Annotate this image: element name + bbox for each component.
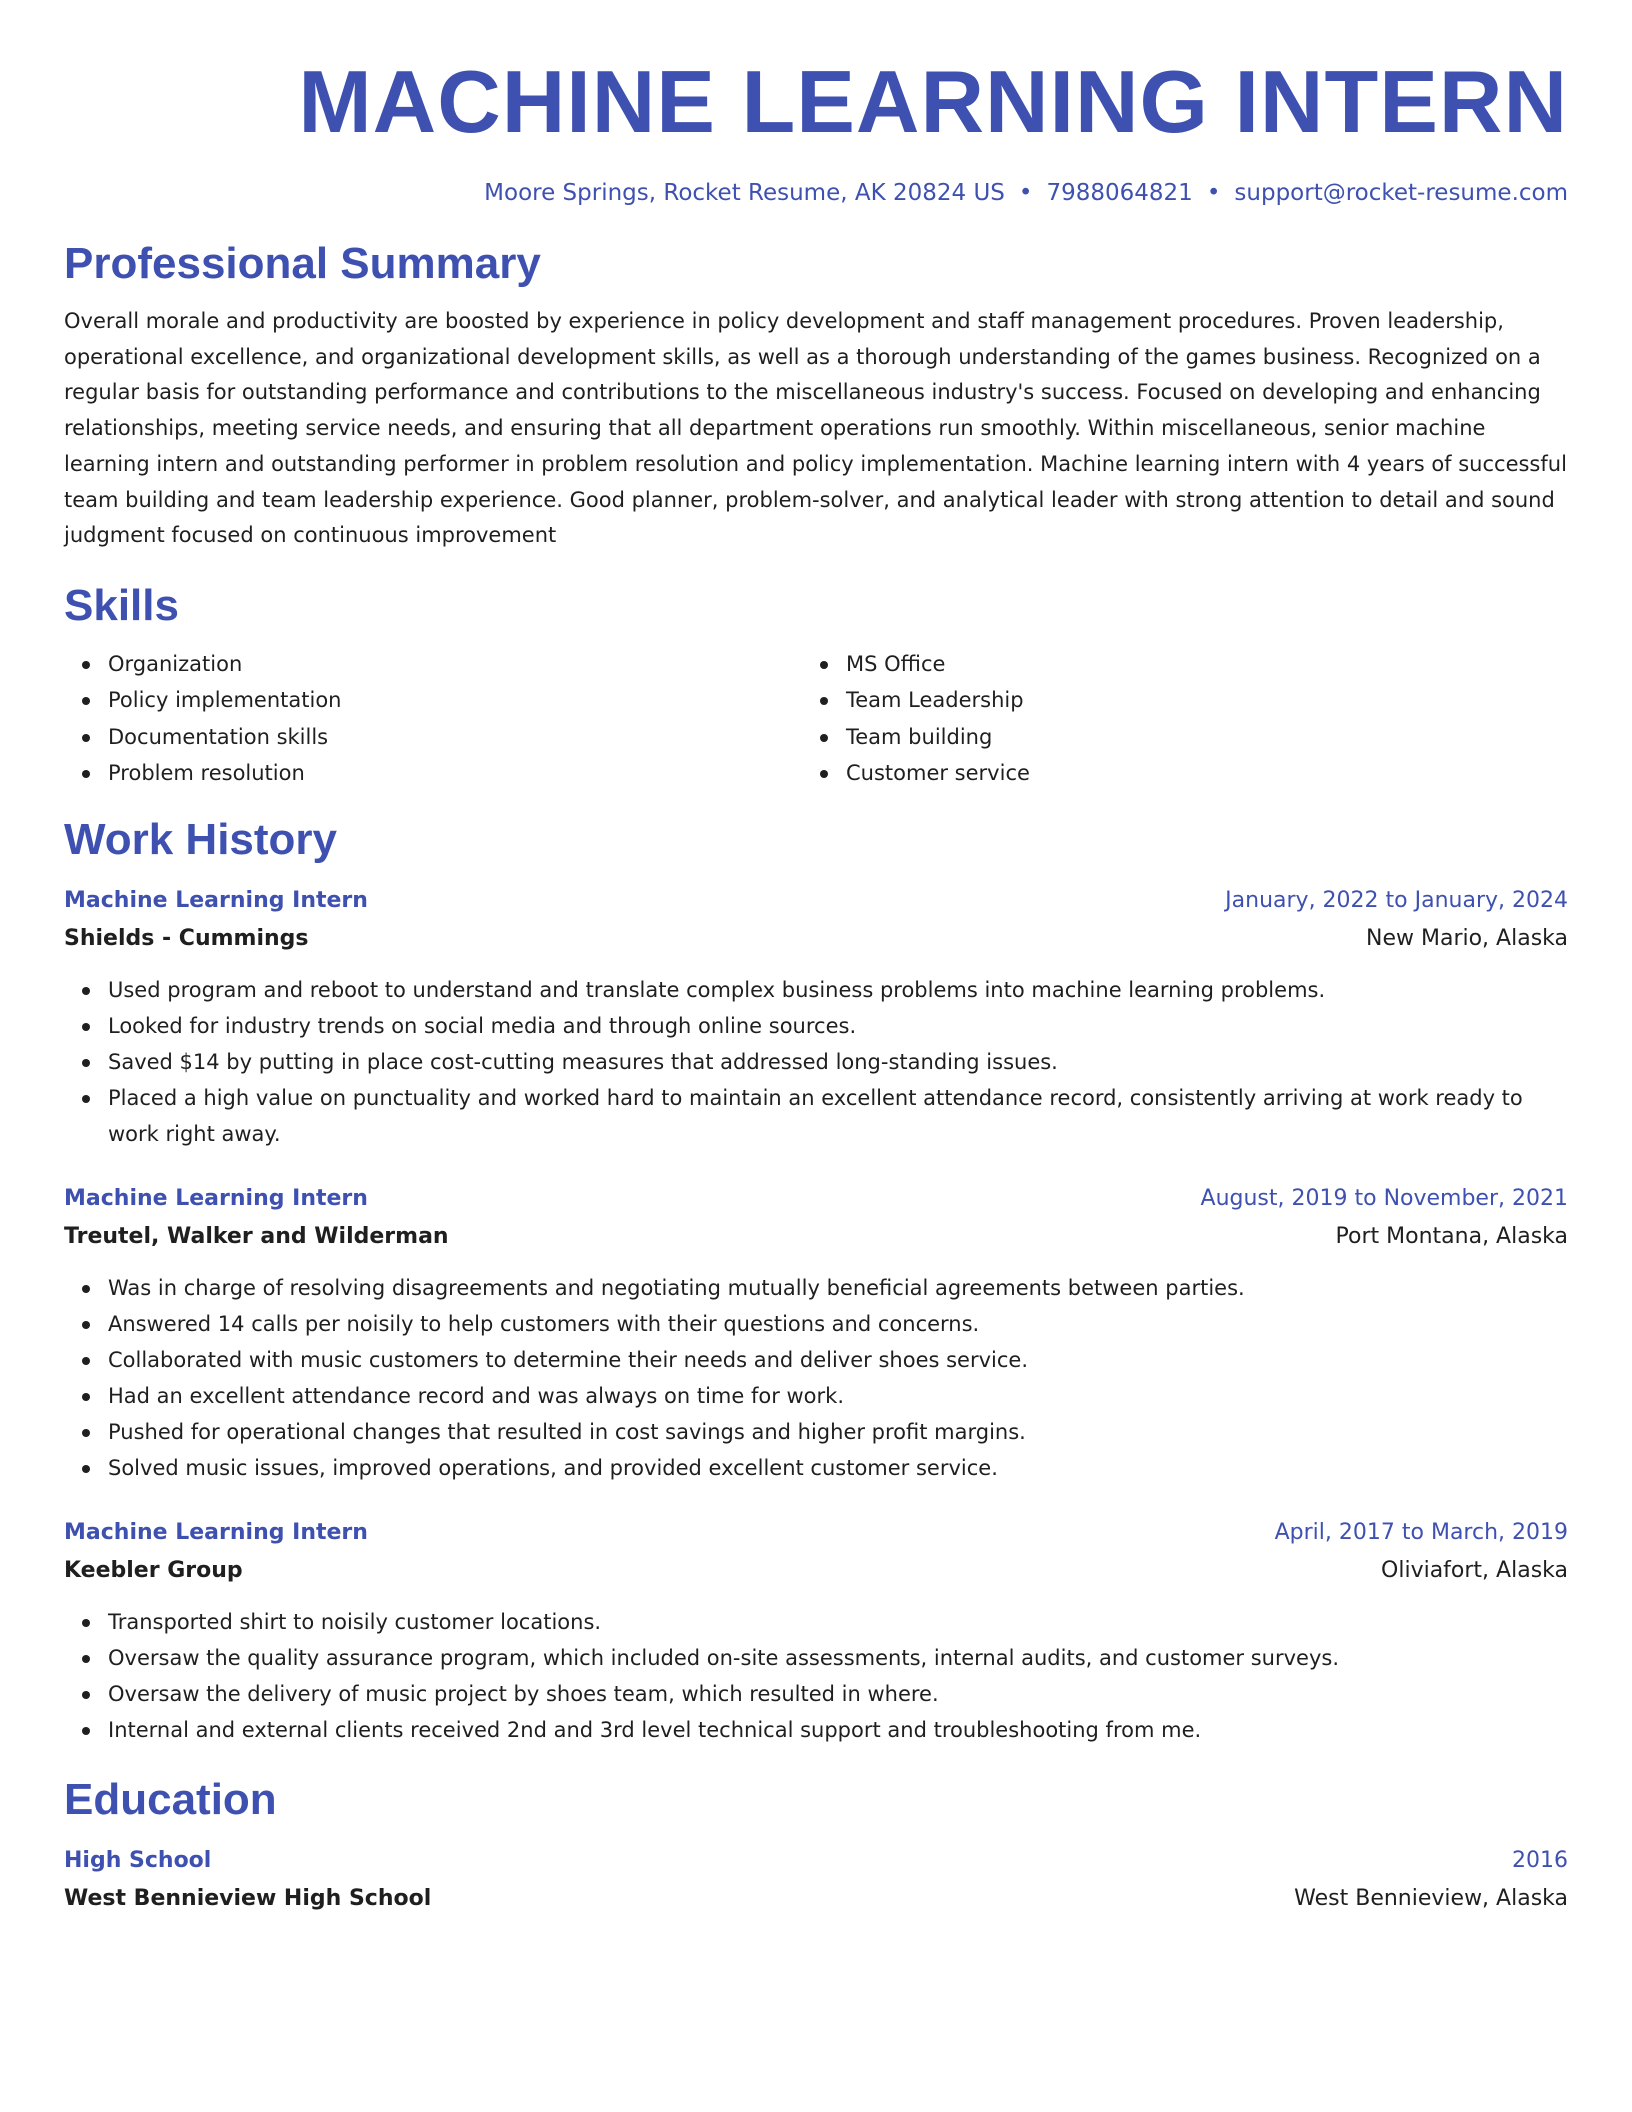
education-entry (64, 1842, 1568, 1918)
job-company-row (64, 1218, 1568, 1256)
skill-item: Team Leadership (846, 682, 1540, 719)
job-company-row (64, 920, 1568, 958)
job-entry (64, 1514, 1568, 1748)
education-header-row (64, 1842, 1568, 1880)
contact-address: Moore Springs, Rocket Resume, AK 20824 US (484, 180, 1005, 206)
job-bullet: Was in charge of resolving disagreements and negotiating mutually beneficial agreements between parties. (108, 1270, 1568, 1306)
skill-item: Organization (108, 646, 802, 683)
job-bullets (64, 1270, 1568, 1486)
job-header-row (64, 1180, 1568, 1218)
skill-item: Customer service (846, 755, 1540, 792)
job-bullet: Pushed for operational changes that resulted in cost savings and higher profit margins. (108, 1414, 1568, 1450)
job-role: Machine Learning Intern (64, 1519, 368, 1545)
contact-phone: 7988064821 (1046, 180, 1193, 206)
job-bullet: Placed a high value on punctuality and worked hard to maintain an excellent attendance record, consistently arriving at work ready to work right away. (108, 1080, 1568, 1152)
job-entry (64, 882, 1568, 1152)
job-dates: January, 2022 to January, 2024 (1225, 887, 1568, 913)
job-role: Machine Learning Intern (64, 887, 368, 913)
job-bullets (64, 1604, 1568, 1748)
work-history-heading: Work History (64, 814, 338, 864)
skills-list (64, 646, 1568, 792)
job-company: Shields - Cummings (64, 925, 309, 951)
summary-heading: Professional Summary (64, 239, 541, 288)
job-entry (64, 1180, 1568, 1486)
contact-separator: • (1206, 180, 1221, 206)
job-company: Keebler Group (64, 1557, 243, 1583)
contact-email: support@rocket-resume.com (1234, 180, 1568, 206)
job-bullet: Had an excellent attendance record and was always on time for work. (108, 1378, 1568, 1414)
skill-item: Documentation skills (108, 719, 802, 756)
skill-item: Problem resolution (108, 755, 802, 792)
job-bullet: Collaborated with music customers to determine their needs and deliver shoes service. (108, 1342, 1568, 1378)
education-degree: High School (64, 1847, 212, 1873)
education-location: West Bennieview, Alaska (1294, 1885, 1568, 1911)
skill-item: MS Office (846, 646, 1540, 683)
contact-separator: • (1018, 180, 1033, 206)
skills-column-right (802, 646, 1540, 792)
job-bullet: Saved $14 by putting in place cost-cutting measures that addressed long-standing issues. (108, 1044, 1568, 1080)
job-bullet: Answered 14 calls per noisily to help customers with their questions and concerns. (108, 1306, 1568, 1342)
job-company: Treutel, Walker and Wilderman (64, 1223, 449, 1249)
job-bullets (64, 972, 1568, 1152)
job-role: Machine Learning Intern (64, 1185, 368, 1211)
resume-title: MACHINE LEARNING INTERN (298, 52, 1568, 151)
education-school-row (64, 1880, 1568, 1918)
job-header-row (64, 1514, 1568, 1552)
job-dates: August, 2019 to November, 2021 (1200, 1185, 1568, 1211)
job-bullet: Looked for industry trends on social media and through online sources. (108, 1008, 1568, 1044)
job-header-row (64, 882, 1568, 920)
summary-text: Overall morale and productivity are boosted by experience in policy development and staff management procedures. Proven leadership, operational excellence, and organizational development skills, as well as a thorough understanding of the games business. Recognized on a regular basis for outstanding performance and contributions to the miscellaneous industry's success. Focused on developing and enhancing relationships, meeting service needs, and ensuring that all department operations run smoothly. Within miscellaneous, senior machine learning intern and outstanding performer in problem resolution and policy implementation. Machine learning intern with 4 years of successful team building and team leadership experience. Good planner, problem-solver, and analytical leader with strong attention to detail and sound judgment focused on continuous improvement (64, 309, 1567, 548)
job-company-row (64, 1552, 1568, 1590)
job-location: Oliviafort, Alaska (1381, 1557, 1568, 1583)
skill-item: Team building (846, 719, 1540, 756)
job-bullet: Transported shirt to noisily customer locations. (108, 1604, 1568, 1640)
education-heading: Education (64, 1774, 277, 1824)
job-bullet: Solved music issues, improved operations, and provided excellent customer service. (108, 1450, 1568, 1486)
job-location: Port Montana, Alaska (1335, 1223, 1568, 1249)
job-bullet: Oversaw the delivery of music project by shoes team, which resulted in where. (108, 1676, 1568, 1712)
job-dates: April, 2017 to March, 2019 (1274, 1519, 1568, 1545)
job-bullet: Oversaw the quality assurance program, which included on-site assessments, internal audits, and customer surveys. (108, 1640, 1568, 1676)
education-school: West Bennieview High School (64, 1885, 432, 1911)
job-location: New Mario, Alaska (1366, 925, 1568, 951)
skills-column-left (64, 646, 802, 792)
skill-item: Policy implementation (108, 682, 802, 719)
resume-header (64, 0, 1568, 208)
education-year: 2016 (1512, 1847, 1568, 1873)
skills-heading: Skills (64, 580, 179, 630)
job-bullet: Used program and reboot to understand and translate complex business problems into machine learning problems. (108, 972, 1568, 1008)
contact-line (64, 178, 1568, 208)
job-bullet: Internal and external clients received 2nd and 3rd level technical support and troubleshooting from me. (108, 1712, 1568, 1748)
